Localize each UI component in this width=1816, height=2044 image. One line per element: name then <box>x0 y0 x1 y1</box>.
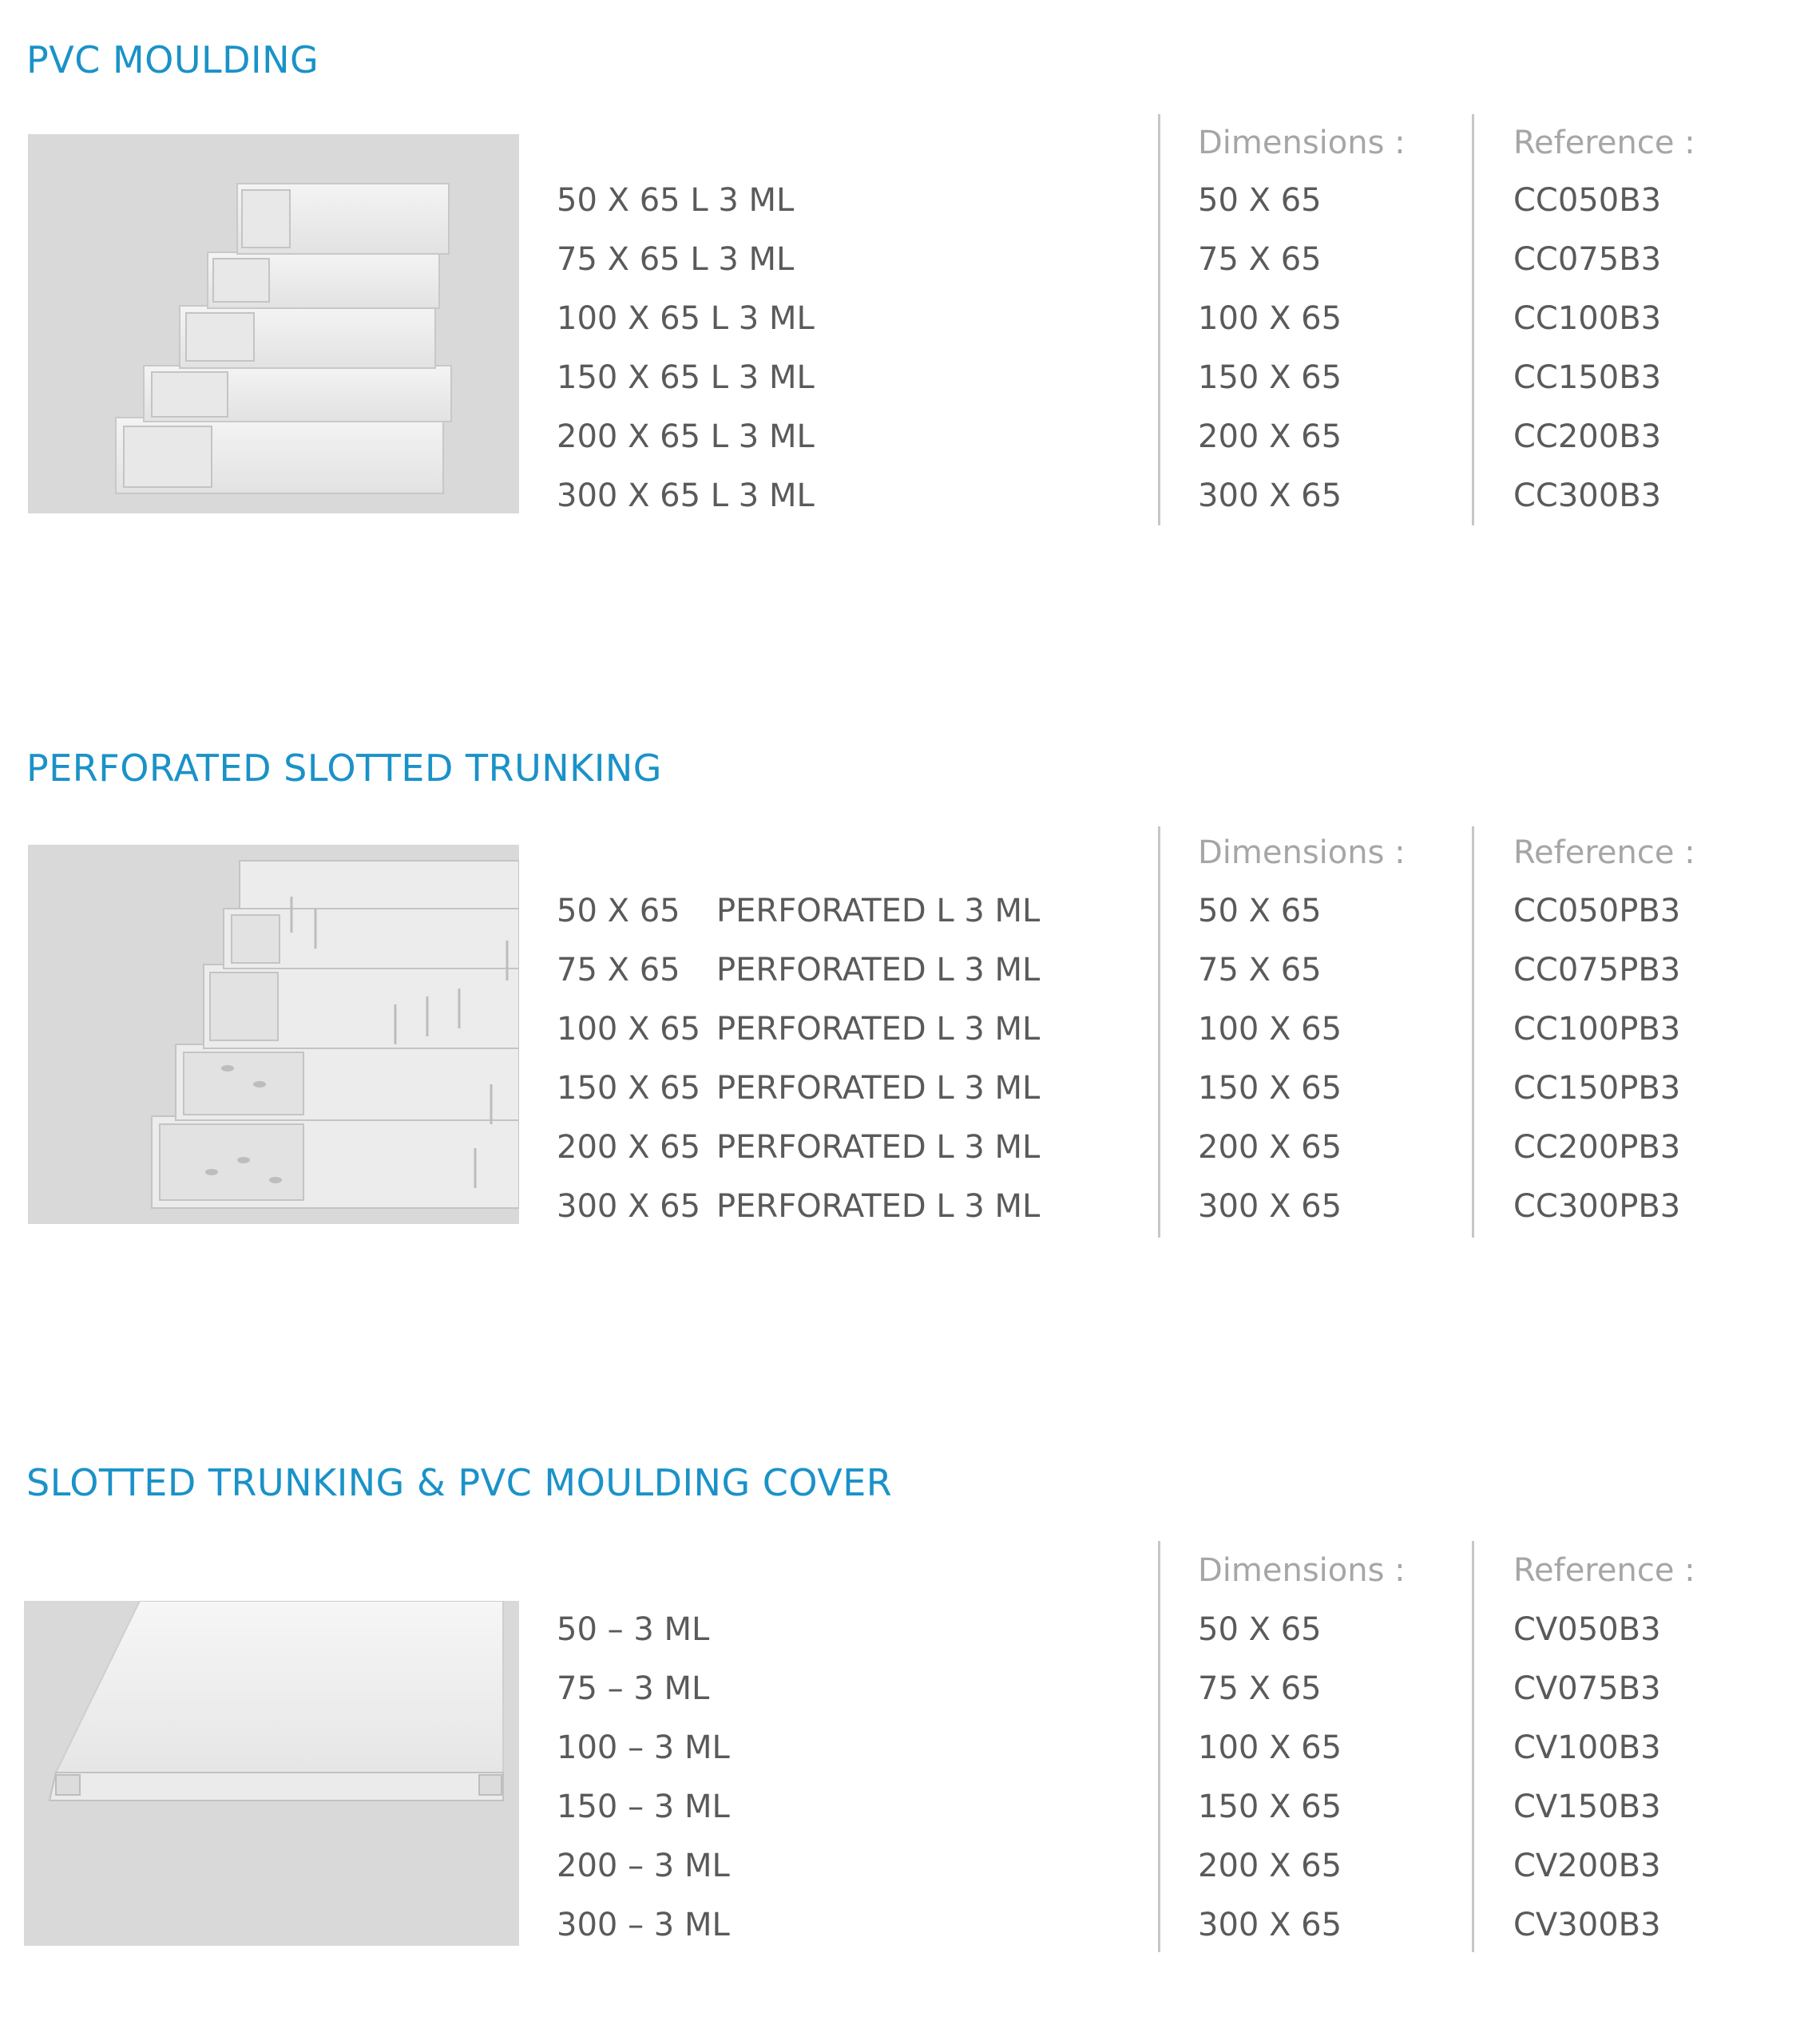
product-name: 75 X 65 L 3 ML <box>557 241 795 278</box>
perforated-trunking-image <box>28 845 519 1224</box>
dimensions-cell: 75 X 65 <box>1198 952 1322 988</box>
product-size: 50 X 65 <box>557 893 680 929</box>
product-size: 75 X 65 <box>557 952 680 988</box>
reference-cell: CC100B3 <box>1513 300 1662 337</box>
reference-cell: CC050B3 <box>1513 182 1662 219</box>
dimensions-cell: 100 X 65 <box>1198 1729 1342 1766</box>
reference-cell: CC050PB3 <box>1513 893 1681 929</box>
dimensions-cell: 75 X 65 <box>1198 241 1322 278</box>
product-name: 150 X 65 L 3 ML <box>557 359 815 396</box>
product-name <box>557 893 1040 929</box>
reference-header: Reference : <box>1513 125 1695 161</box>
product-name: 200 – 3 ML <box>557 1848 730 1884</box>
reference-header: Reference : <box>1513 1552 1695 1589</box>
product-desc: PERFORATED L 3 ML <box>716 1188 1041 1225</box>
product-size: 200 X 65 <box>557 1129 701 1166</box>
product-desc: PERFORATED L 3 ML <box>716 952 1041 988</box>
column-divider <box>1158 826 1160 1238</box>
product-size: 300 X 65 <box>557 1188 701 1225</box>
product-name: 75 – 3 ML <box>557 1670 710 1707</box>
dimensions-cell: 100 X 65 <box>1198 1011 1342 1048</box>
reference-cell: CV075B3 <box>1513 1670 1661 1707</box>
reference-cell: CC100PB3 <box>1513 1011 1681 1048</box>
section-title: PERFORATED SLOTTED TRUNKING <box>26 747 662 790</box>
product-name: 300 X 65 L 3 ML <box>557 477 815 514</box>
column-divider <box>1472 1541 1474 1952</box>
dimensions-cell: 100 X 65 <box>1198 300 1342 337</box>
dimensions-cell: 50 X 65 <box>1198 1611 1322 1648</box>
reference-cell: CV200B3 <box>1513 1848 1661 1884</box>
column-divider <box>1472 826 1474 1238</box>
product-name: 50 X 65 L 3 ML <box>557 182 795 219</box>
dimensions-cell: 300 X 65 <box>1198 1907 1342 1943</box>
column-divider <box>1472 114 1474 525</box>
reference-cell: CC150PB3 <box>1513 1070 1681 1107</box>
dimensions-cell: 50 X 65 <box>1198 893 1322 929</box>
product-name <box>557 952 1040 988</box>
product-name: 300 – 3 ML <box>557 1907 730 1943</box>
reference-cell: CC200B3 <box>1513 418 1662 455</box>
reference-cell: CC300B3 <box>1513 477 1662 514</box>
dimensions-cell: 150 X 65 <box>1198 1788 1342 1825</box>
product-size: 100 X 65 <box>557 1011 701 1048</box>
dimensions-cell: 200 X 65 <box>1198 1848 1342 1884</box>
product-name <box>557 1070 1040 1107</box>
product-desc: PERFORATED L 3 ML <box>716 1011 1041 1048</box>
dimensions-cell: 150 X 65 <box>1198 359 1342 396</box>
reference-cell: CC200PB3 <box>1513 1129 1681 1166</box>
column-divider <box>1158 114 1160 525</box>
reference-cell: CV150B3 <box>1513 1788 1661 1825</box>
product-name: 50 – 3 ML <box>557 1611 710 1648</box>
dimensions-cell: 200 X 65 <box>1198 418 1342 455</box>
product-name: 150 – 3 ML <box>557 1788 730 1825</box>
product-name <box>557 1129 1040 1166</box>
stepped-trunking-image <box>28 134 519 513</box>
reference-cell: CC075PB3 <box>1513 952 1681 988</box>
dimensions-header: Dimensions : <box>1198 1552 1406 1589</box>
product-name <box>557 1188 1040 1225</box>
product-name: 200 X 65 L 3 ML <box>557 418 815 455</box>
product-desc: PERFORATED L 3 ML <box>716 893 1041 929</box>
reference-cell: CV100B3 <box>1513 1729 1661 1766</box>
product-desc: PERFORATED L 3 ML <box>716 1129 1041 1166</box>
section-title: SLOTTED TRUNKING & PVC MOULDING COVER <box>26 1461 893 1504</box>
column-divider <box>1158 1541 1160 1952</box>
dimensions-cell: 300 X 65 <box>1198 1188 1342 1225</box>
reference-cell: CC075B3 <box>1513 241 1662 278</box>
reference-header: Reference : <box>1513 834 1695 871</box>
product-name: 100 – 3 ML <box>557 1729 730 1766</box>
reference-cell: CV300B3 <box>1513 1907 1661 1943</box>
dimensions-cell: 150 X 65 <box>1198 1070 1342 1107</box>
reference-cell: CV050B3 <box>1513 1611 1661 1648</box>
dimensions-cell: 50 X 65 <box>1198 182 1322 219</box>
cover-profile-image <box>24 1601 519 1946</box>
reference-cell: CC300PB3 <box>1513 1188 1681 1225</box>
dimensions-header: Dimensions : <box>1198 834 1406 871</box>
product-name: 100 X 65 L 3 ML <box>557 300 815 337</box>
section-title: PVC MOULDING <box>26 38 319 81</box>
product-desc: PERFORATED L 3 ML <box>716 1070 1041 1107</box>
dimensions-cell: 75 X 65 <box>1198 1670 1322 1707</box>
dimensions-cell: 300 X 65 <box>1198 477 1342 514</box>
dimensions-cell: 200 X 65 <box>1198 1129 1342 1166</box>
reference-cell: CC150B3 <box>1513 359 1662 396</box>
product-size: 150 X 65 <box>557 1070 701 1107</box>
product-name <box>557 1011 1040 1048</box>
dimensions-header: Dimensions : <box>1198 125 1406 161</box>
